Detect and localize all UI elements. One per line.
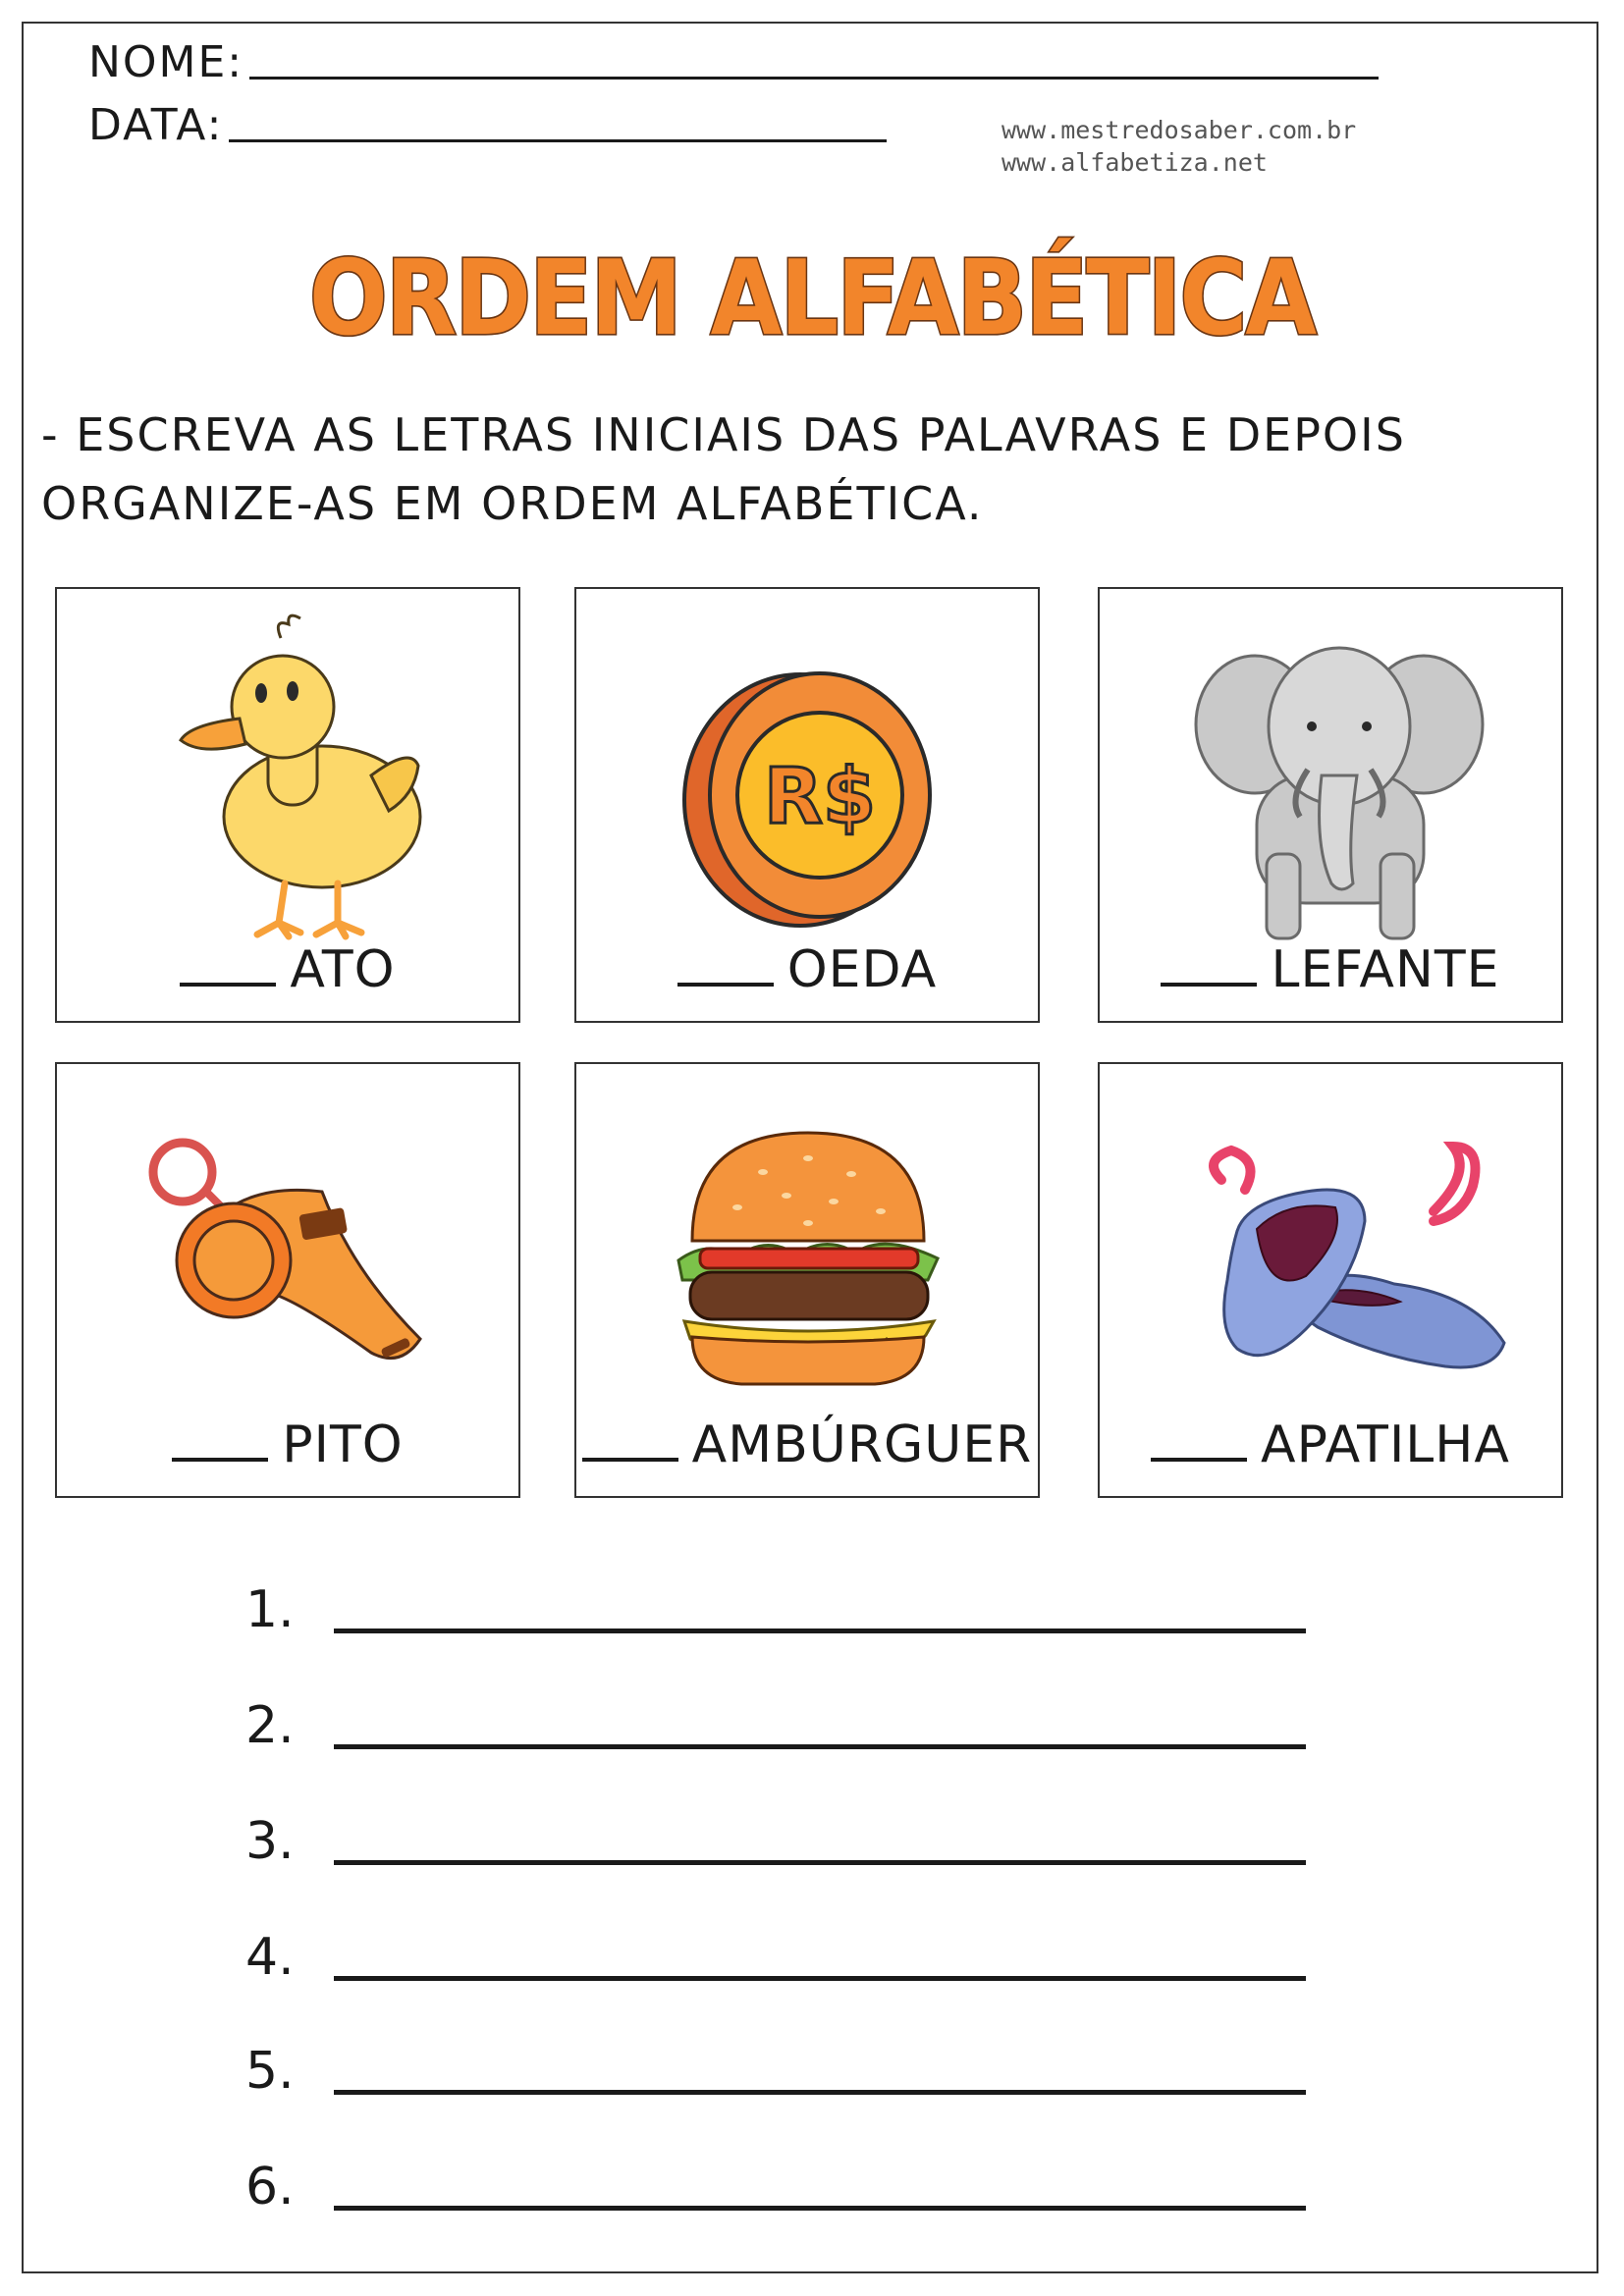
word-label-5 xyxy=(576,1415,1038,1474)
answer-rule-4[interactable] xyxy=(334,1976,1306,1981)
word-card-hamburger xyxy=(574,1062,1040,1498)
word-text-4: PITO xyxy=(282,1415,404,1474)
word-text-1: ATO xyxy=(290,940,396,999)
word-label-6 xyxy=(1100,1415,1561,1474)
answer-number-5: 5. xyxy=(245,2042,295,2101)
hamburger-icon xyxy=(576,1064,1042,1427)
answer-number-3: 3. xyxy=(245,1812,295,1871)
word-text-6: APATILHA xyxy=(1261,1415,1510,1474)
answer-line-3[interactable] xyxy=(245,1798,1316,1871)
date-field[interactable] xyxy=(88,100,887,150)
date-line[interactable] xyxy=(229,132,887,142)
word-label-2 xyxy=(576,940,1038,999)
answer-rule-3[interactable] xyxy=(334,1860,1306,1865)
answer-line-2[interactable] xyxy=(245,1682,1316,1755)
answer-line-6[interactable] xyxy=(245,2144,1316,2216)
answer-number-1: 1. xyxy=(245,1580,295,1639)
letter-blank-5[interactable] xyxy=(582,1458,678,1462)
word-card-coin xyxy=(574,587,1040,1023)
ballet-shoes-icon xyxy=(1100,1064,1565,1427)
letter-blank-4[interactable] xyxy=(172,1458,268,1462)
letter-blank-1[interactable] xyxy=(180,983,276,987)
duck-icon xyxy=(57,589,522,952)
word-card-whistle xyxy=(55,1062,520,1498)
answer-number-6: 6. xyxy=(245,2158,295,2216)
date-label: DATA: xyxy=(88,100,224,150)
coin-icon xyxy=(576,589,1042,952)
letter-blank-2[interactable] xyxy=(677,983,774,987)
site-links xyxy=(1001,114,1356,179)
letter-blank-6[interactable] xyxy=(1151,1458,1247,1462)
word-card-elephant xyxy=(1098,587,1563,1023)
name-line[interactable] xyxy=(249,69,1379,80)
site-link-1: www.mestredosaber.com.br xyxy=(1001,116,1357,144)
word-card-duck xyxy=(55,587,520,1023)
answer-number-2: 2. xyxy=(245,1696,295,1755)
answer-rule-1[interactable] xyxy=(334,1629,1306,1633)
answer-rule-2[interactable] xyxy=(334,1744,1306,1749)
elephant-icon xyxy=(1100,589,1565,952)
name-label: NOME: xyxy=(88,37,244,87)
instructions-line-1: - ESCREVA AS LETRAS INICIAIS DAS PALAVRAS E DEPOIS xyxy=(41,408,1406,461)
answer-line-5[interactable] xyxy=(245,2028,1316,2101)
word-label-4 xyxy=(57,1415,518,1474)
word-card-ballet-shoes xyxy=(1098,1062,1563,1498)
word-label-3 xyxy=(1100,940,1561,999)
instructions-line-2: ORGANIZE-AS EM ORDEM ALFABÉTICA. xyxy=(41,477,984,530)
instructions xyxy=(41,400,1593,538)
whistle-icon xyxy=(57,1064,522,1427)
answer-line-1[interactable] xyxy=(245,1567,1316,1639)
name-field[interactable] xyxy=(88,37,1379,87)
answer-rule-5[interactable] xyxy=(334,2090,1306,2095)
answer-rule-6[interactable] xyxy=(334,2206,1306,2211)
answer-line-4[interactable] xyxy=(245,1914,1316,1987)
word-label-1 xyxy=(57,940,518,999)
svg-text:R$: R$ xyxy=(763,753,877,841)
word-text-3: LEFANTE xyxy=(1271,940,1500,999)
word-text-2: OEDA xyxy=(786,940,938,999)
word-text-5: AMBÚRGUER xyxy=(691,1415,1033,1474)
answer-number-4: 4. xyxy=(245,1928,295,1987)
letter-blank-3[interactable] xyxy=(1161,983,1257,987)
page-title: ORDEM ALFABÉTICA xyxy=(308,239,1316,359)
site-link-2: www.alfabetiza.net xyxy=(1001,148,1268,177)
